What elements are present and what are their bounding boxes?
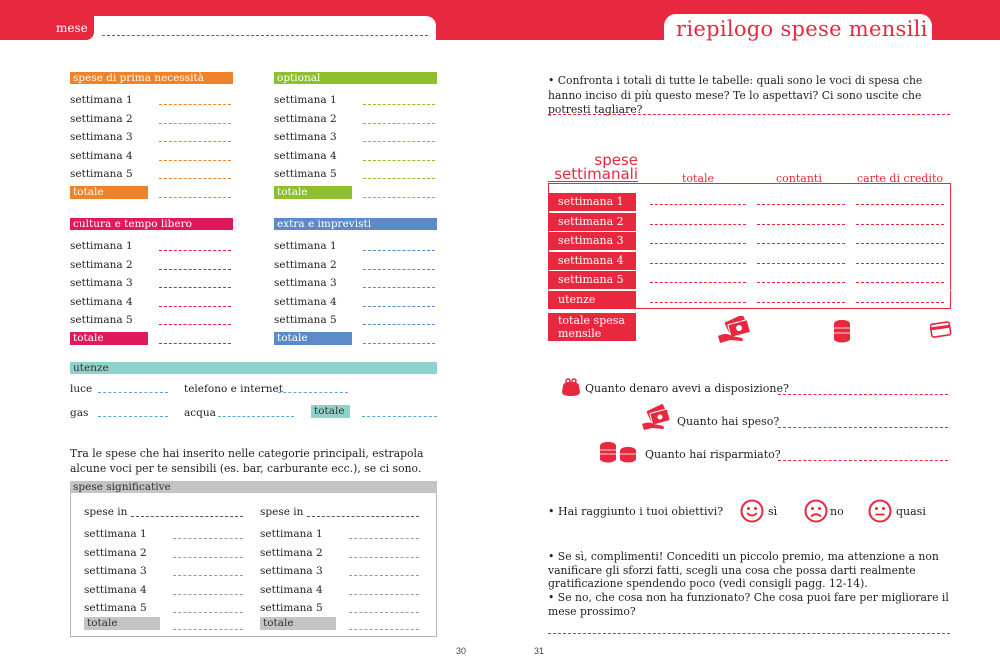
week-label: settimana 2 — [70, 112, 133, 125]
table-cell-line[interactable] — [856, 243, 944, 244]
total-label: totale — [274, 186, 352, 199]
week-label: settimana 1 — [274, 94, 337, 106]
col-carte: carte di credito — [857, 172, 943, 185]
week-input-line[interactable] — [159, 287, 231, 288]
total-label: totale — [274, 332, 352, 345]
sig-total-label: totale — [260, 617, 336, 630]
header-utenze: utenze — [70, 362, 437, 374]
week-input-line[interactable] — [159, 160, 231, 161]
answer-no: no — [830, 505, 844, 518]
page-number-left: 30 — [456, 646, 467, 656]
sig-total-label: totale — [84, 617, 160, 630]
table-cell-line[interactable] — [856, 204, 944, 205]
field-luce[interactable] — [98, 392, 168, 393]
week-input-line[interactable] — [159, 178, 231, 179]
sig-total-line[interactable] — [173, 629, 243, 630]
week-label: settimana 1 — [70, 94, 133, 106]
table-cell-line[interactable] — [757, 224, 845, 225]
table-cell-line[interactable] — [757, 282, 845, 283]
week-label: settimana 5 — [70, 314, 133, 327]
week-input-line[interactable] — [363, 269, 435, 270]
table-cell-line[interactable] — [650, 204, 746, 205]
week-label: settimana 4 — [274, 295, 337, 308]
week-input-line[interactable] — [363, 160, 435, 161]
table-cell-line[interactable] — [856, 282, 944, 283]
sad-face-icon[interactable] — [804, 499, 828, 523]
week-label: settimana 4 — [274, 149, 337, 162]
question-compare — [548, 74, 952, 118]
sig-week-line[interactable] — [173, 612, 243, 613]
sig-week-label: settimana 5 — [260, 602, 323, 615]
total-input-line[interactable] — [363, 343, 435, 344]
table-cell-line[interactable] — [757, 263, 845, 264]
total-input-line[interactable] — [159, 197, 231, 198]
answer-quasi: quasi — [896, 505, 926, 518]
q-speso: Quanto hai speso? — [677, 415, 780, 428]
field-utenze-total[interactable] — [362, 416, 437, 417]
week-input-line[interactable] — [363, 104, 435, 105]
total-input-line[interactable] — [159, 343, 231, 344]
q-risparmiato: Quanto hai risparmiato? — [645, 448, 781, 461]
page-title: riepilogo spese mensili — [676, 17, 928, 41]
answer-speso[interactable] — [778, 427, 948, 428]
label-telefono: telefono e internet — [184, 383, 283, 395]
header-significative: spese significative — [70, 481, 437, 493]
row-week: settimana 2 — [548, 213, 636, 231]
answer-line-final[interactable] — [548, 633, 950, 634]
text-se-si: • Se sì, complimenti! Concediti un piccolo premio, ma attenzione a non vanificare gli sforzi fatti, scegli una cosa che possa darti realmente gratificazione spendendo poco (vedi consigli pagg. 12-14). — [548, 550, 939, 590]
answer-line-compare[interactable] — [548, 114, 950, 115]
table-cell-line[interactable] — [757, 243, 845, 244]
total-label: totale — [70, 186, 148, 199]
sig-week-label: settimana 1 — [260, 528, 323, 540]
table-cell-line[interactable] — [650, 263, 746, 264]
label-acqua: acqua — [184, 407, 216, 419]
week-input-line[interactable] — [363, 141, 435, 142]
q-disposizione: Quanto denaro avevi a disposizione? — [585, 382, 789, 395]
sig-week-line[interactable] — [349, 575, 419, 576]
week-input-line[interactable] — [363, 250, 435, 251]
spent-hand-icon — [640, 404, 676, 432]
header-optional: optional — [274, 72, 437, 84]
label-gas: gas — [70, 407, 89, 419]
sig-total-line[interactable] — [349, 629, 419, 630]
label-luce: luce — [70, 383, 93, 395]
row-utenze: utenze — [548, 291, 636, 309]
month-line[interactable] — [102, 35, 428, 36]
week-label: settimana 4 — [70, 295, 133, 308]
sig-week-label: settimana 1 — [84, 528, 147, 540]
table-cell-line[interactable] — [650, 243, 746, 244]
title-tab — [664, 14, 932, 42]
week-label: settimana 1 — [70, 240, 133, 252]
q-obiettivi: • Hai raggiunto i tuoi obiettivi? — [548, 505, 724, 518]
happy-face-icon[interactable] — [740, 499, 764, 523]
table-cell-line[interactable] — [650, 282, 746, 283]
week-label: settimana 5 — [274, 314, 337, 327]
row-week: settimana 1 — [548, 193, 636, 211]
week-label: settimana 2 — [70, 258, 133, 271]
sig-week-line[interactable] — [349, 538, 419, 539]
field-gas[interactable] — [98, 416, 168, 417]
week-input-line[interactable] — [159, 324, 231, 325]
sig-week-line[interactable] — [173, 594, 243, 595]
sig-week-line[interactable] — [173, 538, 243, 539]
sig-week-label: settimana 3 — [84, 565, 147, 578]
month-label: mese — [56, 21, 88, 35]
sig-week-label: settimana 4 — [84, 583, 147, 596]
spese-in-line[interactable] — [307, 516, 419, 517]
week-label: settimana 2 — [274, 112, 337, 125]
week-input-line[interactable] — [363, 306, 435, 307]
table-separator — [548, 290, 951, 291]
sig-week-label: settimana 5 — [84, 602, 147, 615]
sig-week-label: settimana 3 — [260, 565, 323, 578]
spese-in-label: spese in — [260, 506, 304, 518]
text-se-no: • Se no, che cosa non ha funzionato? Che cosa puoi fare per migliorare il mese prossimo? — [548, 591, 949, 618]
week-label: settimana 5 — [274, 168, 337, 181]
row-week: settimana 3 — [548, 232, 636, 250]
sig-week-line[interactable] — [173, 575, 243, 576]
week-input-line[interactable] — [159, 306, 231, 307]
table-cell-line[interactable] — [856, 263, 944, 264]
week-input-line[interactable] — [159, 123, 231, 124]
month-tab — [50, 16, 436, 40]
week-label: settimana 5 — [70, 168, 133, 181]
row-week: settimana 5 — [548, 271, 636, 289]
week-label: settimana 3 — [70, 131, 133, 144]
answer-risparmiato[interactable] — [778, 460, 948, 461]
week-input-line[interactable] — [363, 178, 435, 179]
purse-icon — [560, 378, 582, 398]
sig-week-label: settimana 2 — [84, 546, 147, 559]
coins-icon — [832, 318, 852, 344]
sig-week-label: settimana 2 — [260, 546, 323, 559]
credit-card-icon — [930, 320, 952, 340]
table-cell-line[interactable] — [757, 302, 845, 303]
row-week: settimana 4 — [548, 252, 636, 270]
total-input-line[interactable] — [363, 197, 435, 198]
field-acqua[interactable] — [218, 416, 294, 417]
week-input-line[interactable] — [159, 141, 231, 142]
sig-week-line[interactable] — [349, 557, 419, 558]
col-contanti: contanti — [776, 172, 822, 185]
table-title-line1: spese — [594, 151, 638, 169]
savings-coins-icon — [598, 439, 640, 465]
table-cell-line[interactable] — [856, 224, 944, 225]
week-input-line[interactable] — [363, 324, 435, 325]
spese-in-label: spese in — [84, 506, 128, 518]
sig-week-line[interactable] — [349, 612, 419, 613]
table-cell-line[interactable] — [856, 302, 944, 303]
week-input-line[interactable] — [159, 104, 231, 105]
title-underline — [548, 181, 638, 182]
extract-text: Tra le spese che hai inserito nelle categorie principali, estrapola alcune voci per te sensibili (es. bar, carburante ecc.), se ci sono. — [70, 447, 424, 475]
week-label: settimana 3 — [70, 277, 133, 290]
sig-week-line[interactable] — [349, 594, 419, 595]
page-number-right: 31 — [534, 646, 545, 656]
utenze-total-label: totale — [311, 405, 350, 418]
week-label: settimana 4 — [70, 149, 133, 162]
table-cell-line[interactable] — [650, 224, 746, 225]
field-telefono[interactable] — [278, 392, 348, 393]
sig-week-line[interactable] — [173, 557, 243, 558]
table-title — [548, 153, 638, 181]
question-compare-text: • Confronta i totali di tutte le tabelle: quali sono le voci di spesa che hanno inciso di più questo mese? Te lo aspettavi? Ci sono uscite che potresti tagliare? — [548, 74, 923, 116]
table-title-line2: settimanali — [554, 165, 638, 183]
cash-hand-icon — [716, 316, 756, 346]
header-extra: extra e imprevisti — [274, 218, 437, 230]
neutral-face-icon[interactable] — [868, 499, 892, 523]
spese-in-line[interactable] — [131, 516, 243, 517]
header-cultura: cultura e tempo libero — [70, 218, 233, 230]
week-input-line[interactable] — [363, 287, 435, 288]
table-cell-line[interactable] — [757, 204, 845, 205]
total-monthly-label: totale spesa mensile — [548, 313, 636, 341]
col-totale: totale — [682, 172, 715, 185]
week-input-line[interactable] — [363, 123, 435, 124]
week-label: settimana 2 — [274, 258, 337, 271]
header-prima-necessita: spese di prima necessità — [70, 72, 233, 84]
table-cell-line[interactable] — [650, 302, 746, 303]
week-input-line[interactable] — [159, 250, 231, 251]
answer-disposizione[interactable] — [778, 394, 948, 395]
sig-week-label: settimana 4 — [260, 583, 323, 596]
week-input-line[interactable] — [159, 269, 231, 270]
week-label: settimana 3 — [274, 277, 337, 290]
answer-si: sì — [768, 505, 778, 518]
week-label: settimana 1 — [274, 240, 337, 252]
week-label: settimana 3 — [274, 131, 337, 144]
total-label: totale — [70, 332, 148, 345]
